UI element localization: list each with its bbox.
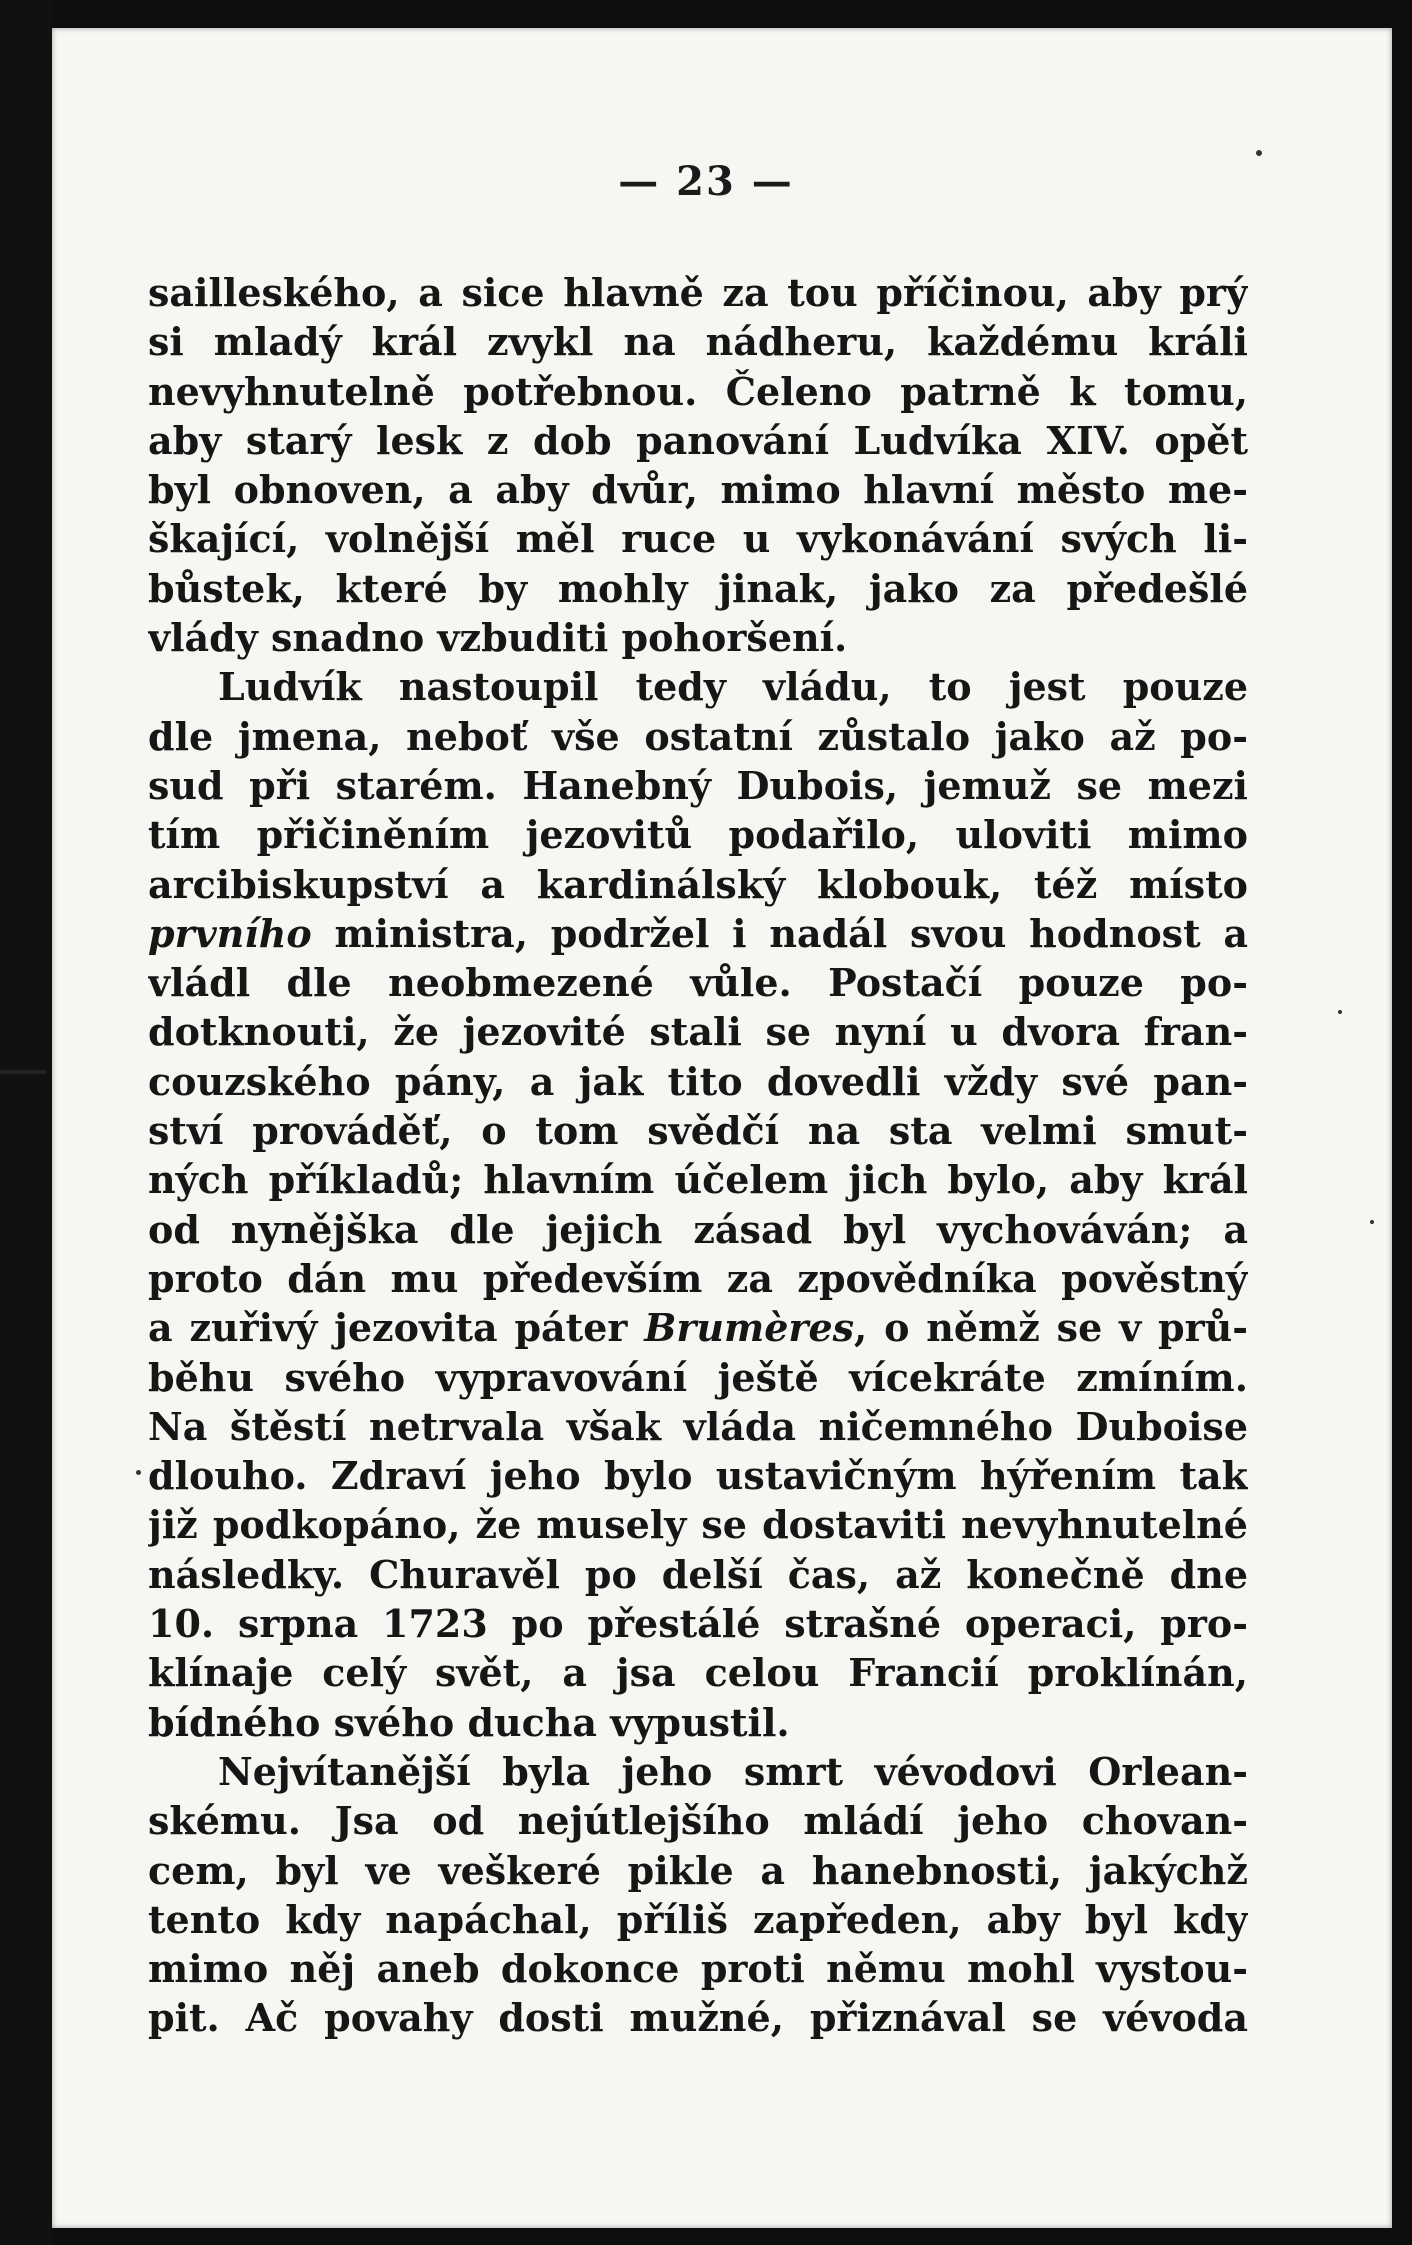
text-line: Nejvítanější byla jeho smrt vévodovi Orlean- [218,1748,1248,1794]
text-line: byl obnoven, a aby dvůr, mimo hlavní město me- [148,467,1248,513]
text-line: Na štěstí netrvala však vláda ničemného Duboise [148,1403,1248,1449]
body-text [148,268,1248,2043]
text-line: pit. Ač povahy dosti mužné, přiznával se vévoda [148,1995,1248,2041]
text-line: tím přičiněním jezovitů podařilo, uloviti mimo [148,812,1248,858]
text-line: arcibiskupství a kardinálský klobouk, též místo [148,861,1248,907]
page-number: — 23 — [618,158,794,205]
text-line: cem, byl ve veškeré pikle a hanebnosti, jakýchž [148,1847,1248,1893]
text-line: následky. Churavěl po delší čas, až konečně dne [148,1551,1248,1597]
text-line: klínaje celý svět, a jsa celou Francií proklínán, [148,1650,1248,1696]
scan-speck [1338,1010,1342,1014]
text-line: vládl dle neobmezené vůle. Postačí pouze po- [148,960,1248,1006]
scan-edge-mark [0,1070,46,1074]
text-line: již podkopáno, že musely se dostaviti nevyhnutelné [148,1502,1248,1548]
text-line: tento kdy napáchal, příliš zapředen, aby byl kdy [148,1896,1248,1942]
text-line: bídného svého ducha vypustil. [148,1699,790,1745]
text-line: bůstek, které by mohly jinak, jako za předešlé [148,565,1248,611]
scan-speck [1370,1220,1374,1224]
text-line: od nynějška dle jejich zásad byl vychováván; a [148,1206,1248,1252]
text-line: běhu svého vypravování ještě vícekráte zmíním. [148,1354,1248,1400]
text-line: skému. Jsa od nejútlejšího mládí jeho chovan- [148,1798,1248,1844]
text-line: sailleského, a sice hlavně za tou příčinou, aby prý [148,270,1248,315]
scan-left-edge [0,0,52,2245]
text-line: prvního ministra, podržel i nadál svou hodnost a [148,910,1248,956]
text-line: si mladý král zvykl na nádheru, každému králi [148,319,1248,365]
text-line: Ludvík nastoupil tedy vládu, to jest pouze [218,664,1248,710]
text-line: dlouho. Zdraví jeho bylo ustavičným hýřením tak [148,1453,1248,1499]
text-line: vlády snadno vzbuditi pohoršení. [148,615,848,661]
text-line: sud při starém. Hanebný Dubois, jemuž se mezi [148,762,1248,808]
text-line: dotknouti, že jezovité stali se nyní u dvora fran- [148,1009,1248,1055]
text-line: škající, volnější měl ruce u vykonávání svých li- [148,516,1248,562]
italic-word: Brumères [644,1305,855,1351]
text-line: 10. srpna 1723 po přestálé strašné operaci, pro- [148,1601,1248,1647]
text-line: mimo něj aneb dokonce proti němu mohl vystou- [148,1946,1248,1992]
text-line: aby starý lesk z dob panování Ludvíka XIV. opět [148,417,1248,463]
text-line: ství prováděť, o tom svědčí na sta velmi smut- [148,1108,1248,1154]
text-line: nevyhnutelně potřebnou. Čeleno patrně k tomu, [148,368,1248,414]
scan-speck [1256,150,1262,156]
text-line: dle jmena, neboť vše ostatní zůstalo jako až po- [148,713,1248,759]
text-line: proto dán mu především za zpovědníka pověstný [148,1255,1248,1301]
text-line: a zuřivý jezovita páter Brumères, o němž se v prů- [148,1305,1248,1351]
text-line: couzského pány, a jak tito dovedli vždy své pan- [148,1058,1248,1104]
scan-speck [136,1470,141,1475]
text-line: ných příkladů; hlavním účelem jich bylo, aby král [148,1157,1248,1203]
italic-word: prvního [148,910,312,956]
